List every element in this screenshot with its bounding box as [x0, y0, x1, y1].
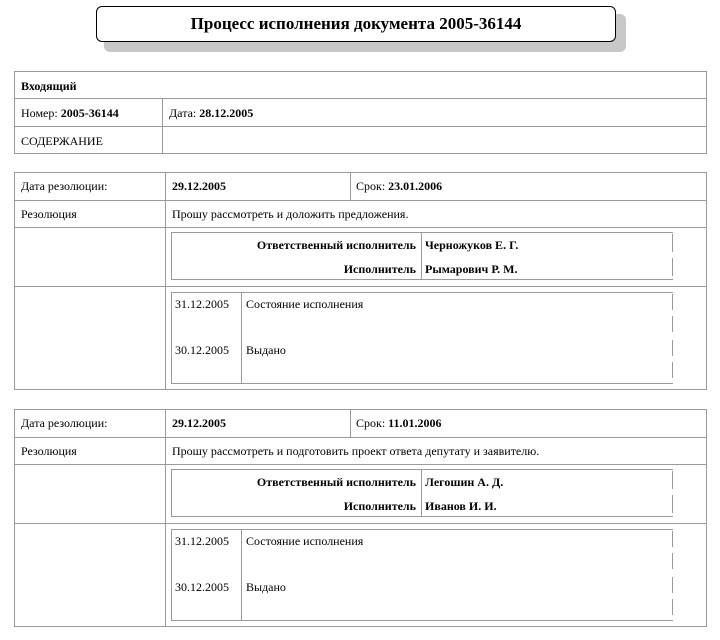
resolution-text: Прошу рассмотреть и доложить предложения. — [172, 207, 409, 221]
executor-name: Иванов И. И. — [425, 499, 497, 513]
deadline-value: 11.01.2006 — [388, 416, 442, 430]
page-title: Процесс исполнения документа 2005-36144 — [96, 6, 616, 42]
resolution-text: Прошу рассмотреть и подготовить проект ответа депутату и заявителю. — [172, 444, 540, 458]
number-label: Номер: — [21, 106, 58, 120]
responsible-name: Черножуков Е. Г. — [425, 238, 519, 252]
responsible-name: Легошин А. Д. — [425, 475, 504, 489]
executor-name: Рымарович Р. М. — [425, 262, 518, 276]
executor-label: Исполнитель — [343, 499, 416, 513]
history-status: Состояние исполнения — [246, 297, 364, 311]
document-number — [21, 106, 119, 120]
history-date: 31.12.2005 — [175, 534, 229, 548]
resolution-label: Резолюция — [21, 207, 77, 221]
date-label: Дата: — [169, 106, 197, 120]
deadline — [356, 179, 442, 193]
resolution-date-label: Дата резолюции: — [21, 416, 108, 430]
content-label: СОДЕРЖАНИЕ — [21, 134, 103, 148]
history-status: Выдано — [246, 580, 286, 594]
deadline-value: 23.01.2006 — [388, 179, 443, 193]
responsible-label: Ответственный исполнитель — [256, 238, 416, 252]
number-value: 2005-36144 — [60, 106, 119, 120]
deadline-label: Срок: — [356, 179, 386, 193]
deadline-label: Срок: — [356, 416, 386, 430]
resolution-date: 29.12.2005 — [172, 416, 226, 430]
document-date — [169, 106, 253, 120]
deadline — [356, 416, 442, 430]
history-date: 30.12.2005 — [175, 343, 229, 357]
history-date: 31.12.2005 — [175, 297, 229, 311]
date-value: 28.12.2005 — [199, 106, 254, 120]
history-date: 30.12.2005 — [175, 580, 229, 594]
history-status: Выдано — [246, 343, 286, 357]
document-type: Входящий — [21, 79, 77, 93]
executor-label: Исполнитель — [343, 262, 416, 276]
history-status: Состояние исполнения — [246, 534, 364, 548]
resolution-date: 29.12.2005 — [172, 179, 226, 193]
responsible-label: Ответственный исполнитель — [256, 475, 416, 489]
resolution-label: Резолюция — [21, 444, 77, 458]
resolution-date-label: Дата резолюции: — [21, 179, 108, 193]
